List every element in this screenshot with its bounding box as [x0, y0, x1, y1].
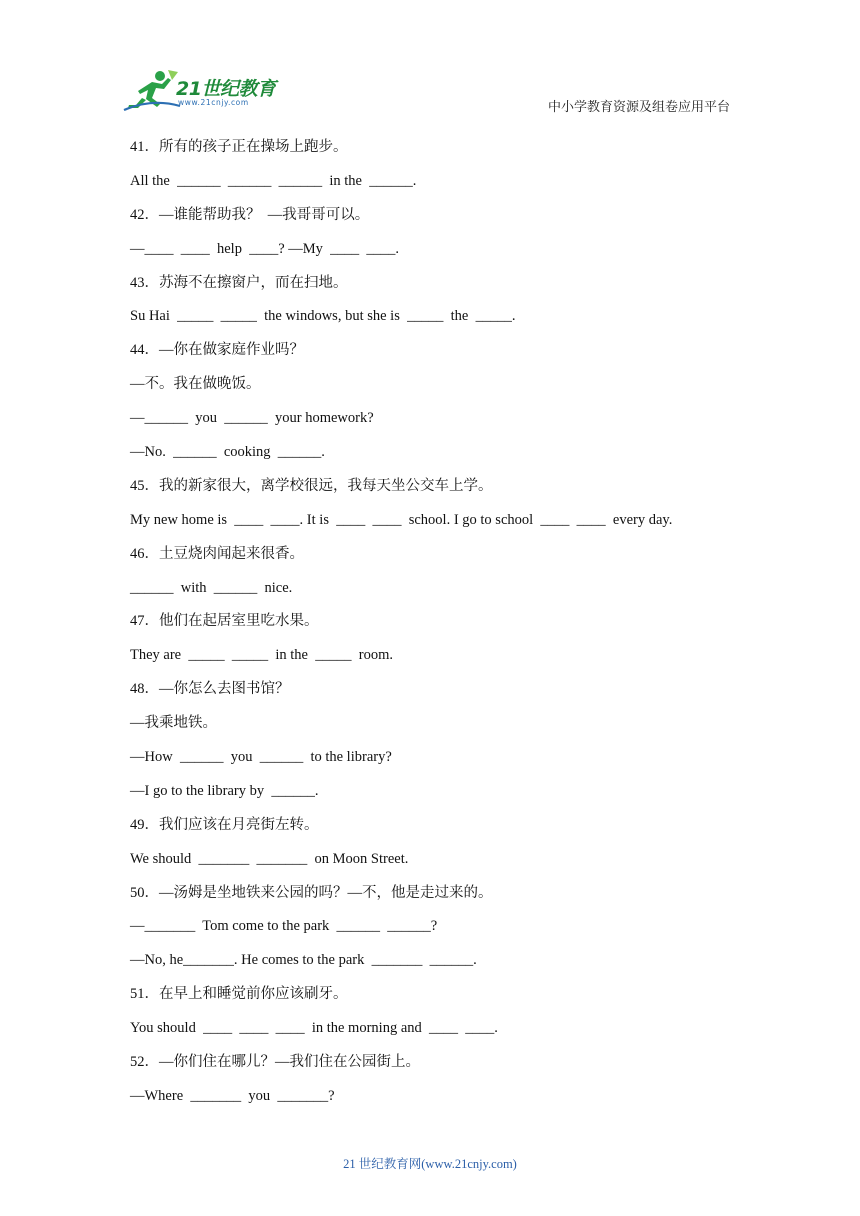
answer-line: ______ with ______ nice. [130, 579, 293, 596]
answer-line: —______ you ______ your homework? [130, 410, 374, 427]
logo [122, 68, 292, 114]
question-line: 48．—你怎么去图书馆？ [130, 681, 290, 698]
question-line: 50．—汤姆是坐地铁来公园的吗？—不，他是走过来的。 [130, 884, 493, 901]
question-line: 45．我的新家很大，离学校很远，我每天坐公交车上学。 [130, 477, 493, 494]
answer-line: —No. ______ cooking ______. [130, 444, 325, 461]
answer-line: Su Hai _____ _____ the windows, but she is _____ the _____. [130, 308, 516, 325]
question-line: 49．我们应该在月亮街左转。 [130, 816, 319, 833]
answer-line: —How ______ you ______ to the library? [130, 749, 392, 766]
platform-title: 中小学教育资源及组卷应用平台 [547, 99, 730, 114]
answer-line: —I go to the library by ______. [130, 782, 319, 799]
question-line: 42．—谁能帮助我？ —我哥哥可以。 [130, 206, 370, 223]
question-line: 41．所有的孩子正在操场上跑步。 [130, 139, 348, 155]
answer-line: All the ______ ______ ______ in the ______. [130, 172, 417, 189]
question-line: —我乘地铁。 [130, 715, 217, 732]
answer-line: You should ____ ____ ____ in the morning and ____ ____. [130, 1020, 498, 1037]
answer-line: We should _______ _______ on Moon Street. [130, 850, 409, 867]
exercise-content [130, 136, 770, 1119]
answer-line: —_______ Tom come to the park ______ ______? [130, 918, 438, 935]
logo-url: www.21cnjy.com [178, 98, 249, 107]
answer-line: They are _____ _____ in the _____ room. [130, 647, 393, 664]
answer-line: My new home is ____ ____. It is ____ ____ school. I go to school ____ ____ every day. [130, 511, 673, 528]
question-line: 47．他们在起居室里吃水果。 [130, 613, 319, 630]
question-line: 43．苏海不在擦窗户，而在扫地。 [130, 274, 348, 291]
answer-line: —No, he_______. He comes to the park _______ ______. [130, 952, 477, 969]
question-line: 44．—你在做家庭作业吗？ [130, 342, 304, 359]
runner-logo-icon [122, 68, 182, 114]
page-footer: 21 世纪教育网(www.21cnjy.com) [343, 1157, 517, 1171]
answer-line: —____ ____ help ____? —My ____ ____. [130, 240, 400, 257]
question-line: 46．土豆烧肉闻起来很香。 [130, 545, 304, 562]
answer-line: —Where _______ you _______? [130, 1087, 335, 1104]
logo-text: 21世纪教育 [176, 78, 276, 100]
page-header [0, 0, 860, 130]
question-line: 52．—你们住在哪儿？—我们住在公园街上。 [130, 1054, 420, 1071]
question-line: —不。我在做晚饭。 [130, 376, 261, 393]
question-line: 51．在早上和睡觉前你应该刷牙。 [130, 986, 348, 1003]
